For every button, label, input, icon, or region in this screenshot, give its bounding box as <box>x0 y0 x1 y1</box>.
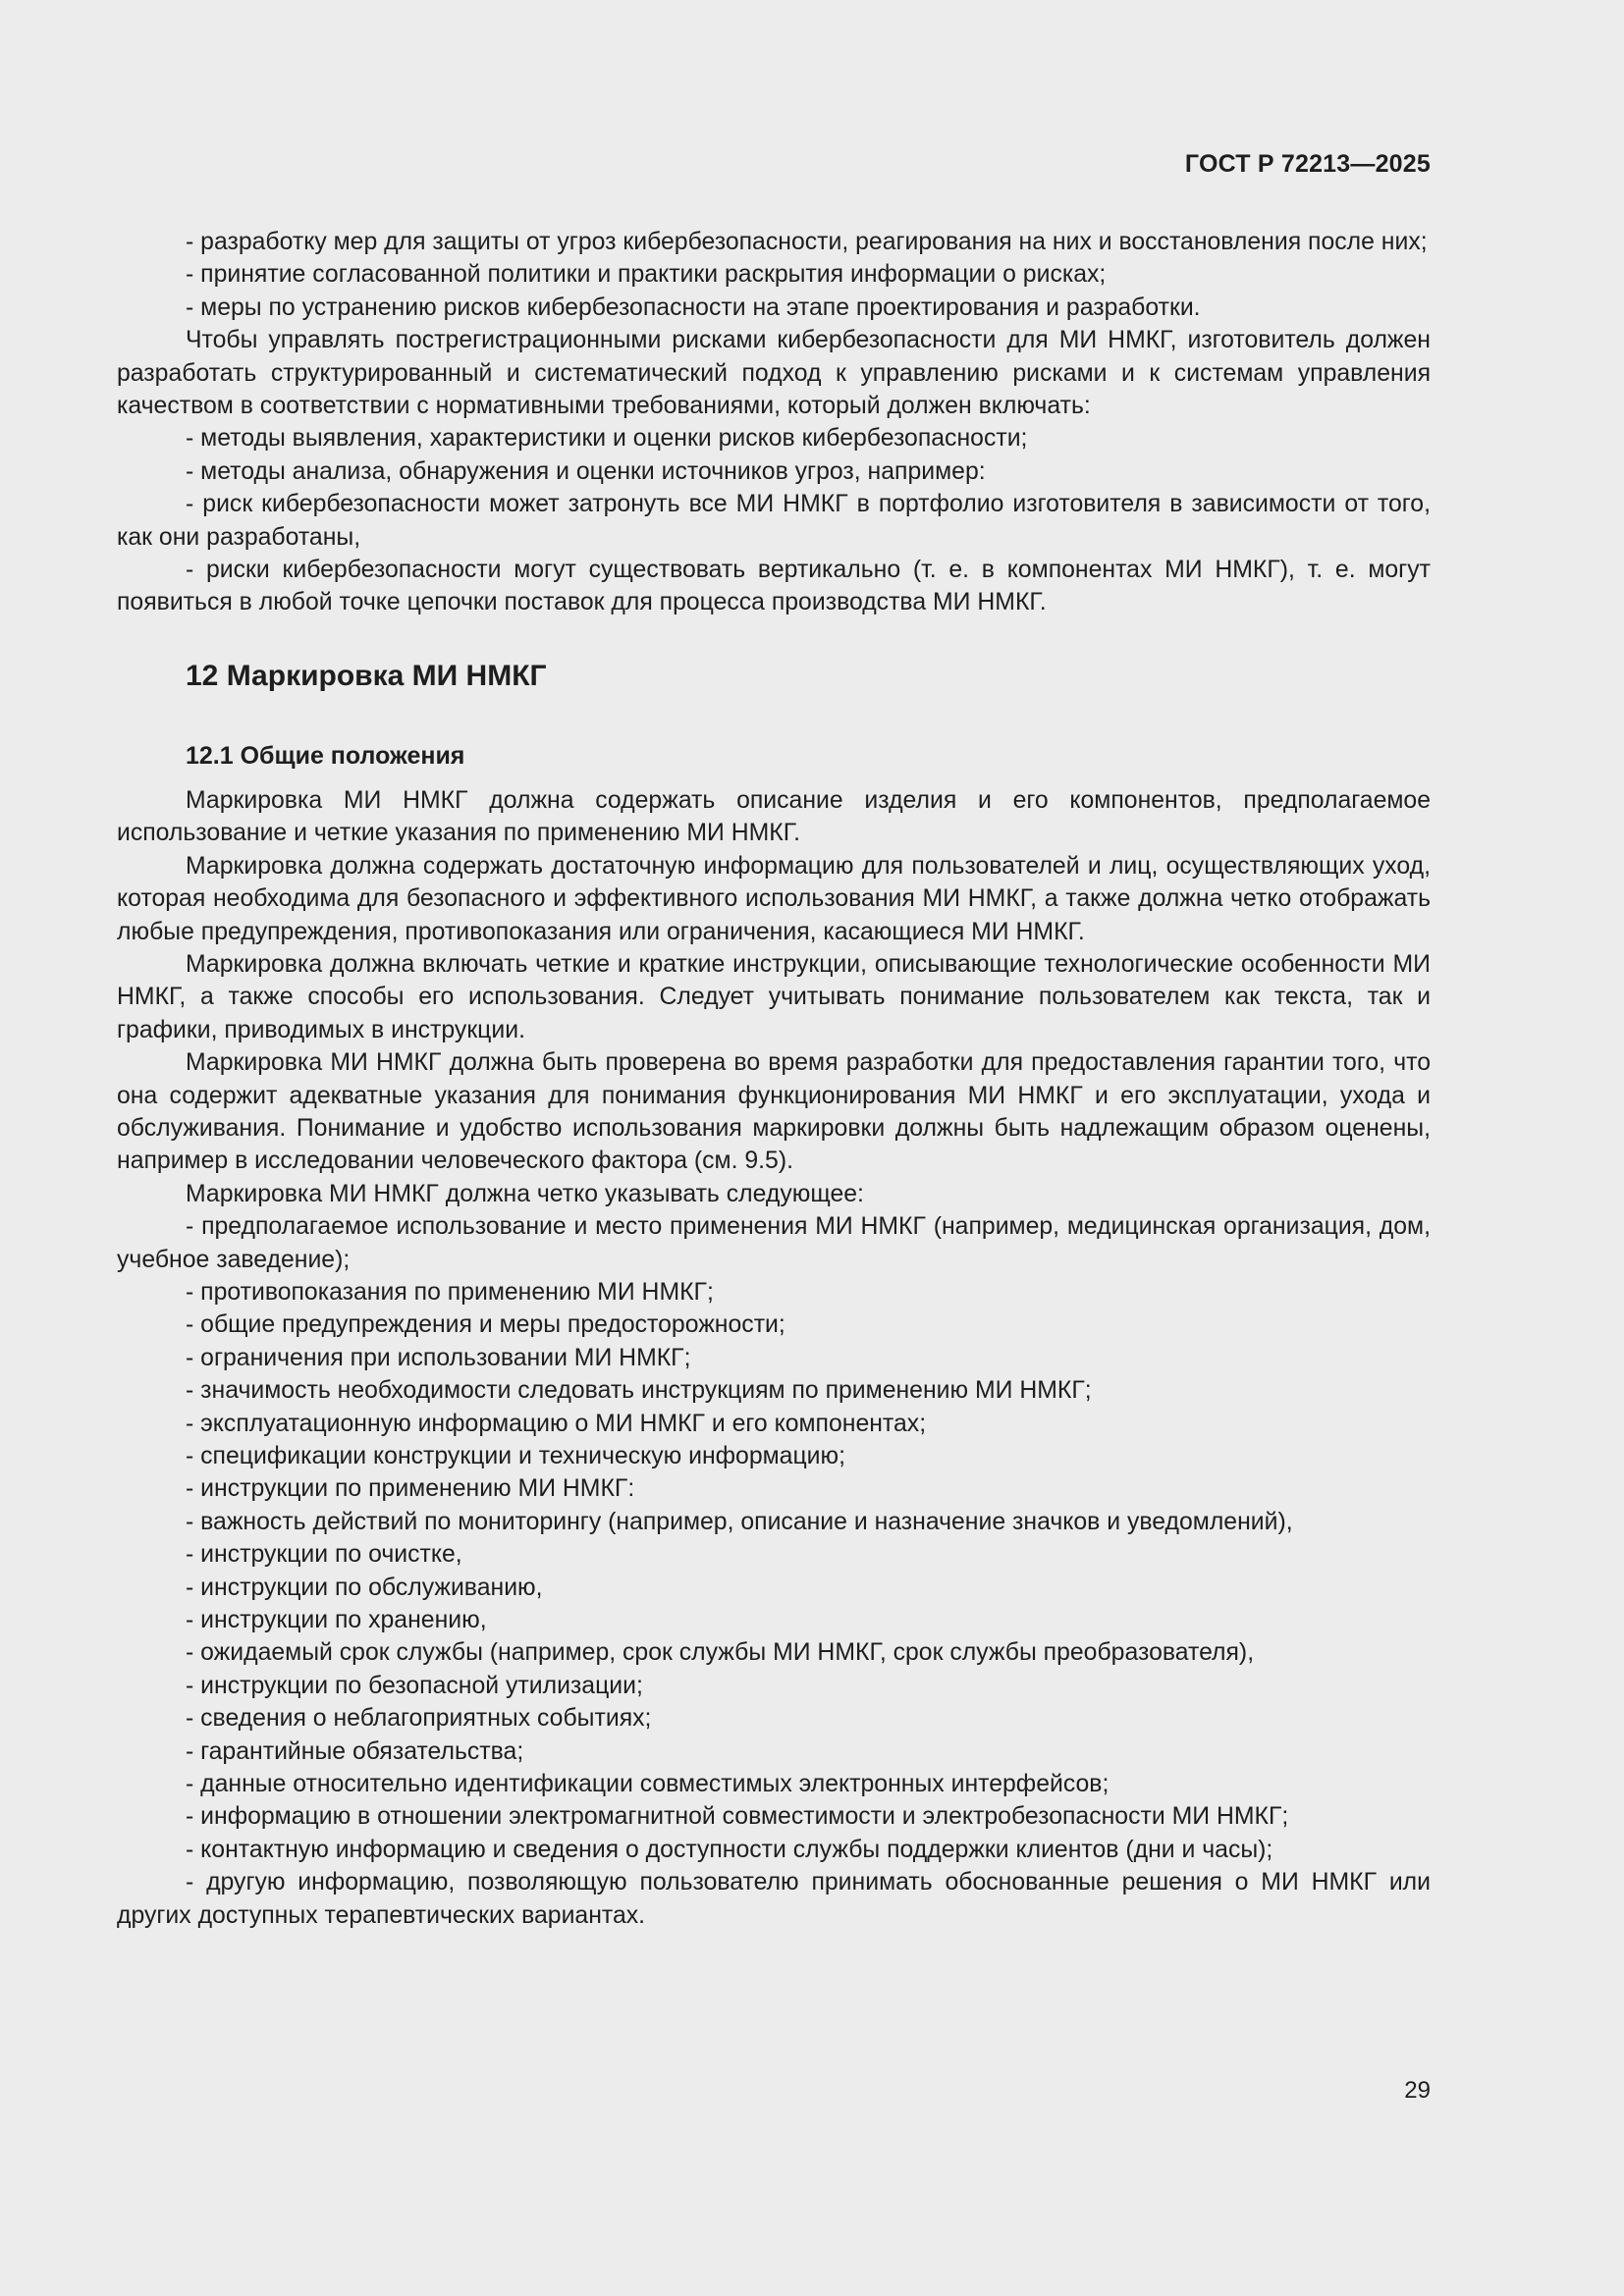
list-item: - информацию в отношении электромагнитной совместимости и электробезопасности МИ НМКГ; <box>186 1803 1289 1831</box>
list-item: - разработку мер для защиты от угроз кибербезопасности, реагирования на них и восстановления после них; <box>186 229 1428 255</box>
list-item: - методы выявления, характеристики и оценки рисков кибербезопасности; <box>186 425 1028 453</box>
list-item: - предполагаемое использование и место применения МИ НМКГ (например, медицинская организация, дом, учебное заведение); <box>117 1213 1431 1273</box>
list-item: - важность действий по мониторингу (например, описание и назначение значков и уведомлений), <box>186 1508 1293 1535</box>
list-item: - общие предупреждения и меры предосторожности; <box>186 1311 785 1339</box>
list-item: - другую информацию, позволяющую пользователю принимать обоснованные решения о МИ НМКГ или других доступных терапевтических вариантах. <box>117 1869 1431 1929</box>
document-code: ГОСТ Р 72213—2025 <box>1184 150 1431 178</box>
paragraph: Маркировка МИ НМКГ должна содержать описание изделия и его компонентов, предполагаемое использование и четкие указания по применению МИ НМКГ. <box>117 786 1431 847</box>
list-item: - гарантийные обязательства; <box>186 1737 524 1765</box>
list-item: - инструкции по обслуживанию, <box>186 1574 543 1601</box>
subsection-heading: 12.1 Общие положения <box>186 741 465 770</box>
paragraph: Маркировка должна включать четкие и краткие инструкции, описывающие технологические особенности МИ НМКГ, а также способы его использования. Следует учитывать понимание пользователем как текста, так и графики, приводимых в инструкции. <box>117 950 1431 1043</box>
list-item: - спецификации конструкции и техническую информацию; <box>186 1443 846 1469</box>
list-item: - ожидаемый срок службы (например, срок службы МИ НМКГ, срок службы преобразователя), <box>186 1639 1255 1667</box>
list-item: - контактную информацию и сведения о доступности службы поддержки клиентов (дни и часы); <box>186 1836 1273 1863</box>
paragraph: Маркировка МИ НМКГ должна четко указывать следующее: <box>186 1180 864 1207</box>
list-item: - противопоказания по применению МИ НМКГ; <box>186 1278 714 1306</box>
page-content <box>117 226 1431 1932</box>
list-item: - сведения о неблагоприятных событиях; <box>186 1705 652 1733</box>
list-item: - инструкции по хранению, <box>186 1607 487 1634</box>
section-heading: 12 Маркировка МИ НМКГ <box>186 659 547 692</box>
list-item: - инструкции по применению МИ НМКГ: <box>186 1475 635 1503</box>
list-item: - риск кибербезопасности может затронуть все МИ НМКГ в портфолио изготовителя в зависимости от того, как они разработаны, <box>117 491 1431 551</box>
list-item: - значимость необходимости следовать инструкциям по применению МИ НМКГ; <box>186 1377 1092 1405</box>
list-item: - данные относительно идентификации совместимых электронных интерфейсов; <box>186 1771 1110 1798</box>
paragraph: Маркировка должна содержать достаточную информацию для пользователей и лиц, осуществляющих уход, которая необходима для безопасного и эффективного использования МИ НМКГ, а также должна четко отображать любые предупреждения, противопоказания или ограничения, касающиеся МИ НМКГ. <box>117 852 1431 945</box>
list-item: - инструкции по очистке, <box>186 1541 462 1569</box>
paragraph: Чтобы управлять пострегистрационными рисками кибербезопасности для МИ НМКГ, изготовитель должен разработать структурированный и систематический подход к управлению рисками и к системам управления качеством в соответствии с нормативными требованиями, который должен включать: <box>117 327 1431 420</box>
list-item: - методы анализа, обнаружения и оценки источников угроз, например: <box>186 457 986 485</box>
page-number: 29 <box>1404 2077 1431 2104</box>
list-item: - инструкции по безопасной утилизации; <box>186 1672 643 1699</box>
paragraph: Маркировка МИ НМКГ должна быть проверена во время разработки для предоставления гарантии того, что она содержит адекватные указания для понимания функционирования МИ НМКГ и его эксплуатации, ухода и обслуживания. Понимание и удобство использования маркировки должны быть надлежащим образом оценены, например в исследовании человеческого фактора (см. 9.5). <box>117 1049 1431 1175</box>
list-item: - принятие согласованной политики и практики раскрытия информации о рисках; <box>186 261 1107 289</box>
list-item: - меры по устранению рисков кибербезопасности на этапе проектирования и разработки. <box>186 294 1201 321</box>
list-item: - риски кибербезопасности могут существовать вертикально (т. е. в компонентах МИ НМКГ), т. е. могут появиться в любой точке цепочки поставок для процесса производства МИ НМКГ. <box>117 557 1431 616</box>
list-item: - ограничения при использовании МИ НМКГ; <box>186 1344 691 1371</box>
list-item: - эксплуатационную информацию о МИ НМКГ и его компонентах; <box>186 1410 927 1437</box>
